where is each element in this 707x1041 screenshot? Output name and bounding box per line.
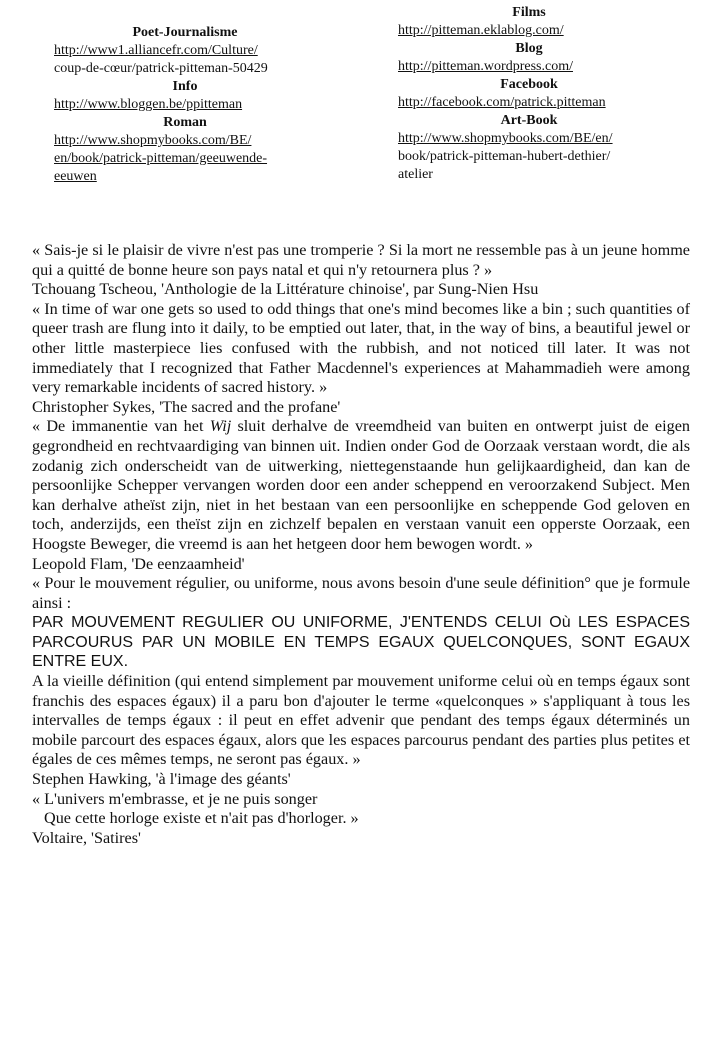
link-roman-line2[interactable]: en/book/patrick-pitteman/geeuwende- xyxy=(54,151,268,166)
verse-line: Que cette horloge existe et n'ait pas d'horloger. » xyxy=(44,809,359,828)
link-continuation: coup-de-cœur/patrick-pitteman-50429 xyxy=(54,61,268,76)
link-poet-journalisme[interactable]: http://www1.alliancefr.com/Culture/ xyxy=(54,43,258,58)
quote-text: « In time of war one gets so used to odd things that one's mind becomes like a bin ; such quantities of queer trash are flung into it daily, to be emptied out later, that, in the way of bins, a beautiful jewel or other little masterpiece lies confused with the rubbish, and not noticed till later. It was not immediately that I recognized that Father Macdennel's experiences at Mahammadieh were among very remarkable incidents of sacred history. » xyxy=(32,299,690,397)
link-films[interactable]: http://pitteman.eklablog.com/ xyxy=(398,23,564,38)
link-art-book[interactable]: http://www.shopmybooks.com/BE/en/ xyxy=(398,131,613,146)
quote-citation: Tchouang Tscheou, 'Anthologie de la Littérature chinoise', par Sung-Nien Hsu xyxy=(32,280,539,299)
quote-text: A la vieille définition (qui entend simplement par mouvement uniforme celui où en temps égaux sont franchis des espaces égaux) il a paru bon d'ajouter le terme «quelconques » s'appliquant à tous les intervalles de temps égaux : il peut en effet advenir que pendant des temps égaux déterminés un mobile parcourt des espaces égaux, alors que les espaces parcourus pendant des parties plus petites et égales de ces mêmes temps, ne seront pas égaux. » xyxy=(32,672,690,769)
link-continuation: book/patrick-pitteman-hubert-dethier/ atelier xyxy=(398,149,611,182)
quote-citation: Leopold Flam, 'De eenzaamheid' xyxy=(32,554,245,573)
link-roman-line3[interactable]: eeuwen xyxy=(54,169,97,184)
links-heading: Poet-Journalisme xyxy=(132,25,238,40)
links-heading: Blog xyxy=(515,41,543,56)
link-info[interactable]: http://www.bloggen.be/ppitteman xyxy=(54,97,243,112)
quote-text-emphasis: Wij xyxy=(209,417,232,436)
quote-text xyxy=(32,417,690,554)
links-box-left xyxy=(54,24,316,186)
links-heading: Facebook xyxy=(500,77,558,92)
verse-line: « L'univers m'embrasse, et je ne puis songer xyxy=(32,789,318,808)
links-heading: Art-Book xyxy=(500,113,558,128)
quote-citation: Christopher Sykes, 'The sacred and the profane' xyxy=(32,397,341,416)
quote-citation: Stephen Hawking, 'à l'image des géants' xyxy=(32,770,291,789)
quote-capitals: PAR MOUVEMENT REGULIER OU UNIFORME, J'ENTENDS CELUI Où LES ESPACES PARCOURUS PAR UN MOBILE EN TEMPS EGAUX QUELCONQUES, SONT EGAUX ENTRE EUX. xyxy=(32,614,690,671)
links-box-right xyxy=(398,4,660,184)
link-facebook[interactable]: http://facebook.com/patrick.pitteman xyxy=(398,95,606,110)
quote-text-part: « De immanentie van het xyxy=(32,417,210,436)
links-heading: Info xyxy=(172,79,198,94)
link-blog[interactable]: http://pitteman.wordpress.com/ xyxy=(398,59,573,74)
links-heading: Roman xyxy=(163,115,207,130)
quote-citation: Voltaire, 'Satires' xyxy=(32,828,141,847)
links-heading: Films xyxy=(512,5,546,20)
quotes-body xyxy=(32,241,690,848)
link-roman[interactable]: http://www.shopmybooks.com/BE/ xyxy=(54,133,252,148)
quote-text-part: sluit derhalve de vreemdheid van buiten en ontwerpt juist de eigen gegrondheid en rechtvaardiging van binnen uit. Indien onder God de Oorzaak verstaan wordt, die als zodanig zich onderscheidt van de uitwerking, niettegenstaande hun gelijkaardigheid, dan kan de persoonlijke Schepper vervangen worden door een ander scheppend en veroorzakend Subject. Men kan derhalve atheïst zijn, niet in het bestaan van een persoonlijke en scheppende God geloven en toch, anderzijds, een theïst zijn en zichzelf bepalen en verstaan vanuit een opperste Oorzaak, een Hoogste Beweger, die vreemd is aan het hetgeen door hem bewogen wordt. » xyxy=(32,417,690,553)
quote-text: « Pour le mouvement régulier, ou uniforme, nous avons besoin d'une seule définition° que je formule ainsi : xyxy=(32,574,690,612)
quote-text: « Sais-je si le plaisir de vivre n'est pas une tromperie ? Si la mort ne ressemble pas à un jeune homme qui a quitté de bonne heure son pays natal et qui n'y retournera plus ? » xyxy=(32,241,690,279)
